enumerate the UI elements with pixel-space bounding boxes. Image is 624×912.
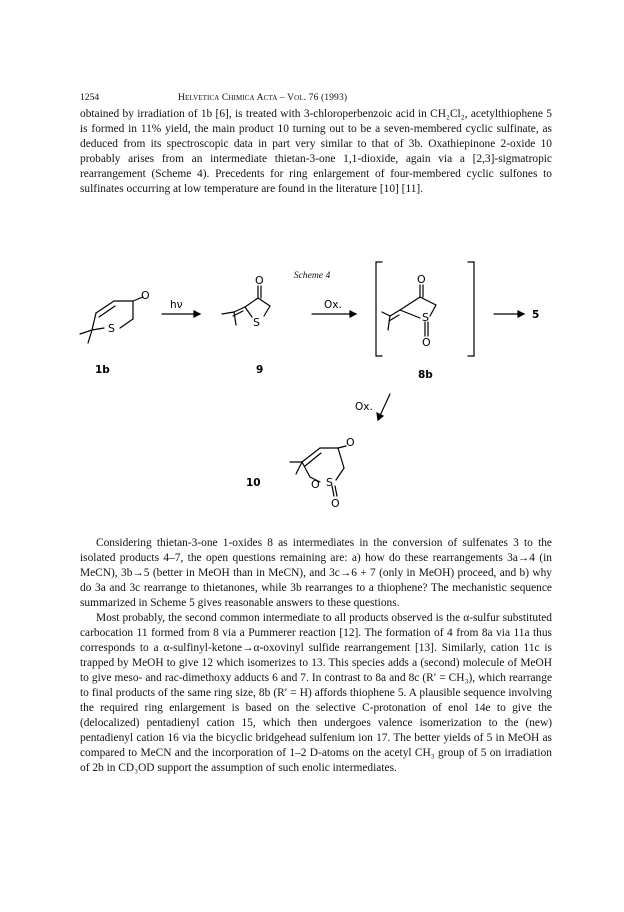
ox-label-2: Ox. bbox=[355, 401, 373, 413]
atom-O-ring-10: O bbox=[311, 478, 320, 491]
atom-O2-8b: O bbox=[422, 336, 431, 349]
atom-O-8b: O bbox=[417, 273, 426, 286]
scheme-4-diagram bbox=[0, 250, 624, 550]
paragraph-2-text: Considering thietan-3-one 1-oxides 8 as intermediates in the conversion of sulfenates 3 to the isolated products 4–7, the open questions remaining are: a) how do these rearrangements 3a→4 (in MeCN), 3b→5 (better in MeOH than in MeCN), and 3c→6 + 7 (only in MeOH) proceed, and b) why do 3a and 3c rearrange to thietanones, while 3b rearranges to a thiophene? The mechanistic sequence summarized in Scheme 5 gives reasonable answers to these questions. bbox=[80, 537, 552, 609]
atom-S-8b: S bbox=[422, 311, 429, 324]
atom-O-1b: O bbox=[141, 289, 150, 302]
paragraph-intro bbox=[80, 107, 552, 197]
paragraph-1-text: obtained by irradiation of 1b [6], is treated with 3-chloroperbenzoic acid in CH₂Cl₂, acetylthiophene 5 is formed in 11% yield, the main product 10 turning out to be a seven-membered cyclic sulfinate, as deduced from its spectroscopic data in part very similar to that of 3b. Oxathiepinone 2-oxide 10 probably arises from an intermediate thietan-3-one 1,1-dioxide, again via a [2,3]-sigmatropic rearrangement (Scheme 4). Precedents for ring enlargement of four-membered cyclic sulfones to sulfinates occurring at low temperature are found in the literature [10] [11]. bbox=[80, 108, 552, 195]
compound-label-1b: 1b bbox=[95, 364, 110, 376]
body-text bbox=[80, 536, 552, 776]
compound-1b-structure bbox=[80, 297, 143, 343]
atom-O-10: O bbox=[346, 436, 355, 449]
atom-S-10: S bbox=[326, 476, 333, 489]
page-number: 1254 bbox=[80, 92, 100, 103]
running-header bbox=[80, 92, 555, 106]
compound-label-9: 9 bbox=[256, 364, 264, 376]
paragraph-3-text: Most probably, the second common intermediate to all products observed is the α-sulfur substituted carbocation 11 formed from 8 via a Pummerer reaction [12]. The formation of 4 from 8a via 11a thus corresponds to a α-sulfinyl-ketone→α-oxovinyl sulfide rearrangement [13]. Similarly, cation 11c is trapped by MeOH to give 12 which isomerizes to 13. This species adds a (second) molecule of MeOH to give meso- and rac-dimethoxy adducts 6 and 7. In contrast to 8a and 8c (R′ = CH₃), which rearrange to final products of the same ring size, 8b (R′ = H) affords thiophene 5. A plausible sequence involving the required ring enlargement is based on the selective C-protonation of enol 14e to give the (delocalized) pentadienyl cation 15, which then undergoes valence isomerization to the (new) pentadienyl cation 16 via the bicyclic bridgehead sulfenium ion 17. The better yields of 5 in MeOH as compared to MeCN and the incorporation of 1–2 D-atoms on the acetyl CH₃ group of 5 on irradiation of 2b in CD₃OD support the assumption of such enolic intermediates. bbox=[80, 612, 552, 774]
compound-9-structure bbox=[222, 286, 270, 325]
journal-title: Helvetica Chimica Acta – Vol. 76 (1993) bbox=[178, 92, 348, 103]
hv-label: hν bbox=[170, 299, 183, 311]
ox-label-1: Ox. bbox=[324, 299, 342, 311]
atom-O-9: O bbox=[255, 274, 264, 287]
compound-label-5: 5 bbox=[532, 309, 540, 321]
compound-label-8b: 8b bbox=[418, 369, 433, 381]
atom-S-9: S bbox=[253, 316, 260, 329]
atom-S-1b: S bbox=[108, 322, 115, 335]
scheme-title: Scheme 4 bbox=[293, 270, 331, 281]
atom-O2-10: O bbox=[331, 497, 340, 510]
compound-label-10: 10 bbox=[246, 477, 261, 489]
